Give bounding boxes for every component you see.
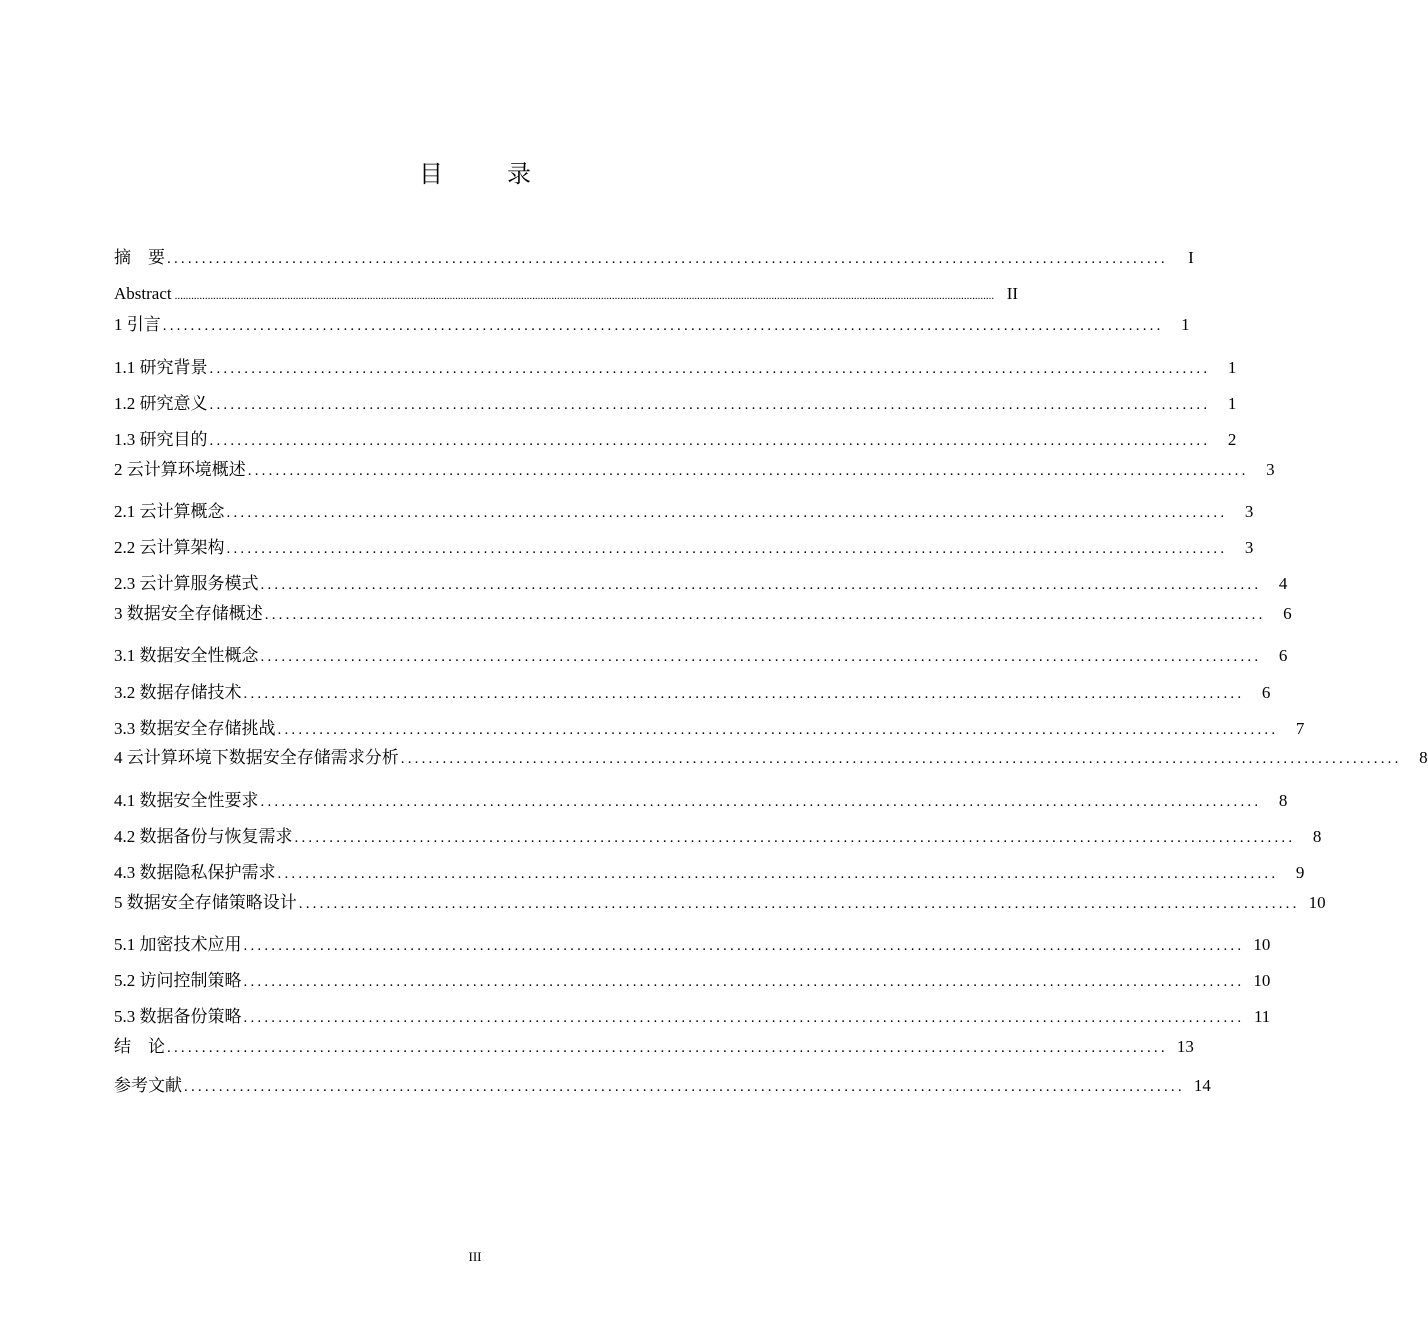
toc-entry-page: 1 [1227, 394, 1237, 413]
toc-entry-ch3[interactable] [114, 603, 1292, 626]
toc-entry-4-2[interactable] [114, 826, 1322, 849]
dot-leader: ................................................................................................................................................ [294, 830, 1296, 846]
toc-entry-page: 10 [1253, 971, 1271, 990]
toc-entry-1-1[interactable] [114, 357, 1237, 380]
toc-entry-label: 2.2 云计算架构 [114, 538, 225, 557]
page-number-footer: III [468, 1249, 482, 1264]
toc-entry-3-3[interactable] [114, 718, 1305, 741]
dot-leader: ................................................................................................................................................ [243, 938, 1245, 954]
toc-entry-ch4[interactable] [114, 747, 1428, 770]
dot-leader: ................................................................................................................................................ [167, 251, 1168, 267]
toc-entry-label: 3.2 数据存储技术 [114, 683, 242, 702]
toc-entry-3-2[interactable] [114, 682, 1271, 705]
toc-entry-page: 1 [1227, 358, 1237, 377]
dot-leader: ................................................................................................................................................ [400, 751, 1402, 767]
dot-leader: ................................................................................................................................................ [298, 896, 1300, 912]
toc-entry-ch2[interactable] [114, 459, 1275, 482]
toc-entry-page: 3 [1244, 538, 1254, 557]
toc-entry-2-3[interactable] [114, 573, 1288, 596]
dot-leader: .......................................................................................................................................................................................................................................................................................................... [174, 290, 995, 302]
toc-entry-label: 2.1 云计算概念 [114, 502, 225, 521]
toc-entry-page: 3 [1266, 460, 1275, 479]
toc-entry-page: 6 [1278, 646, 1288, 665]
toc-entry-page: 8 [1312, 827, 1322, 846]
dot-leader: ................................................................................................................................................ [243, 974, 1245, 990]
toc-entry-abstract-cn[interactable] [114, 247, 1194, 270]
toc-entry-label: 1.1 研究背景 [114, 358, 208, 377]
toc-entry-label: Abstract [114, 284, 172, 303]
toc-entry-page: II [1006, 284, 1019, 303]
dot-leader: ................................................................................................................................................ [277, 722, 1279, 738]
toc-entry-label: 5.1 加密技术应用 [114, 935, 242, 954]
toc-entry-label: 结 论 [114, 1037, 165, 1056]
toc-entry-page: I [1188, 248, 1194, 267]
toc-entry-3-1[interactable] [114, 645, 1288, 668]
toc-entry-label: 3.3 数据安全存储挑战 [114, 719, 276, 738]
toc-entry-5-2[interactable] [114, 970, 1271, 993]
dot-leader: ................................................................................................................................................ [184, 1079, 1185, 1095]
toc-entry-page: 10 [1308, 893, 1326, 912]
toc-entry-references[interactable] [114, 1075, 1211, 1098]
toc-entry-2-1[interactable] [114, 501, 1254, 524]
toc-entry-label: 5.3 数据备份策略 [114, 1007, 242, 1026]
toc-entry-page: 6 [1283, 604, 1292, 623]
toc-entry-label: 5 数据安全存储策略设计 [114, 893, 297, 912]
dot-leader: ................................................................................................................................................ [167, 1040, 1168, 1056]
toc-entry-label: 2 云计算环境概述 [114, 460, 246, 479]
dot-leader: ................................................................................................................................................ [277, 866, 1279, 882]
dot-leader: ................................................................................................................................................ [209, 397, 1211, 413]
toc-entry-page: 14 [1193, 1076, 1211, 1095]
toc-entry-label: 2.3 云计算服务模式 [114, 574, 259, 593]
toc-entry-page: 9 [1295, 863, 1305, 882]
toc-entry-label: 1.2 研究意义 [114, 394, 208, 413]
page-title: 目 录 [419, 162, 551, 188]
dot-leader: ................................................................................................................................................ [209, 433, 1211, 449]
toc-entry-page: 11 [1253, 1007, 1271, 1026]
toc-entry-4-3[interactable] [114, 862, 1305, 885]
toc-entry-5-3[interactable] [114, 1006, 1271, 1029]
dot-leader: ................................................................................................................................................ [243, 686, 1245, 702]
dot-leader: ................................................................................................................................................ [247, 463, 1249, 479]
toc-entry-label: 1 引言 [114, 315, 161, 334]
toc-entry-page: 8 [1278, 791, 1288, 810]
toc-entry-abstract-en[interactable] [114, 283, 1019, 307]
toc-entry-1-3[interactable] [114, 429, 1237, 452]
toc-entry-label: 摘 要 [114, 248, 165, 267]
toc-entry-page: 13 [1176, 1037, 1194, 1056]
toc-entry-label: 4.2 数据备份与恢复需求 [114, 827, 293, 846]
dot-leader: ................................................................................................................................................ [162, 318, 1164, 334]
dot-leader: ................................................................................................................................................ [260, 794, 1262, 810]
toc-entry-4-1[interactable] [114, 790, 1288, 813]
dot-leader: ................................................................................................................................................ [226, 505, 1228, 521]
toc-entry-label: 4.1 数据安全性要求 [114, 791, 259, 810]
toc-entry-page: 10 [1253, 935, 1271, 954]
toc-entry-page: 2 [1227, 430, 1237, 449]
toc-entry-5-1[interactable] [114, 934, 1271, 957]
toc-entry-page: 4 [1278, 574, 1288, 593]
dot-leader: ................................................................................................................................................ [243, 1010, 1245, 1026]
toc-entry-ch5[interactable] [114, 892, 1326, 915]
dot-leader: ................................................................................................................................................ [260, 649, 1262, 665]
toc-entry-2-2[interactable] [114, 537, 1254, 560]
toc-entry-page: 6 [1261, 683, 1271, 702]
toc-entry-page: 1 [1181, 315, 1190, 334]
dot-leader: ................................................................................................................................................ [226, 541, 1228, 557]
toc-entry-label: 3.1 数据安全性概念 [114, 646, 259, 665]
dot-leader: ................................................................................................................................................ [264, 607, 1266, 623]
dot-leader: ................................................................................................................................................ [260, 577, 1262, 593]
toc-entry-label: 4 云计算环境下数据安全存储需求分析 [114, 748, 399, 767]
toc-entry-label: 3 数据安全存储概述 [114, 604, 263, 623]
toc-entry-page: 7 [1295, 719, 1305, 738]
toc-entry-label: 5.2 访问控制策略 [114, 971, 242, 990]
toc-entry-page: 3 [1244, 502, 1254, 521]
toc-entry-ch1[interactable] [114, 314, 1190, 337]
toc-entry-label: 4.3 数据隐私保护需求 [114, 863, 276, 882]
toc-entry-page: 8 [1419, 748, 1428, 767]
toc-entry-conclusion[interactable] [114, 1036, 1194, 1059]
toc-entry-label: 1.3 研究目的 [114, 430, 208, 449]
dot-leader: ................................................................................................................................................ [209, 361, 1211, 377]
toc-entry-1-2[interactable] [114, 393, 1237, 416]
toc-entry-label: 参考文献 [114, 1076, 182, 1095]
